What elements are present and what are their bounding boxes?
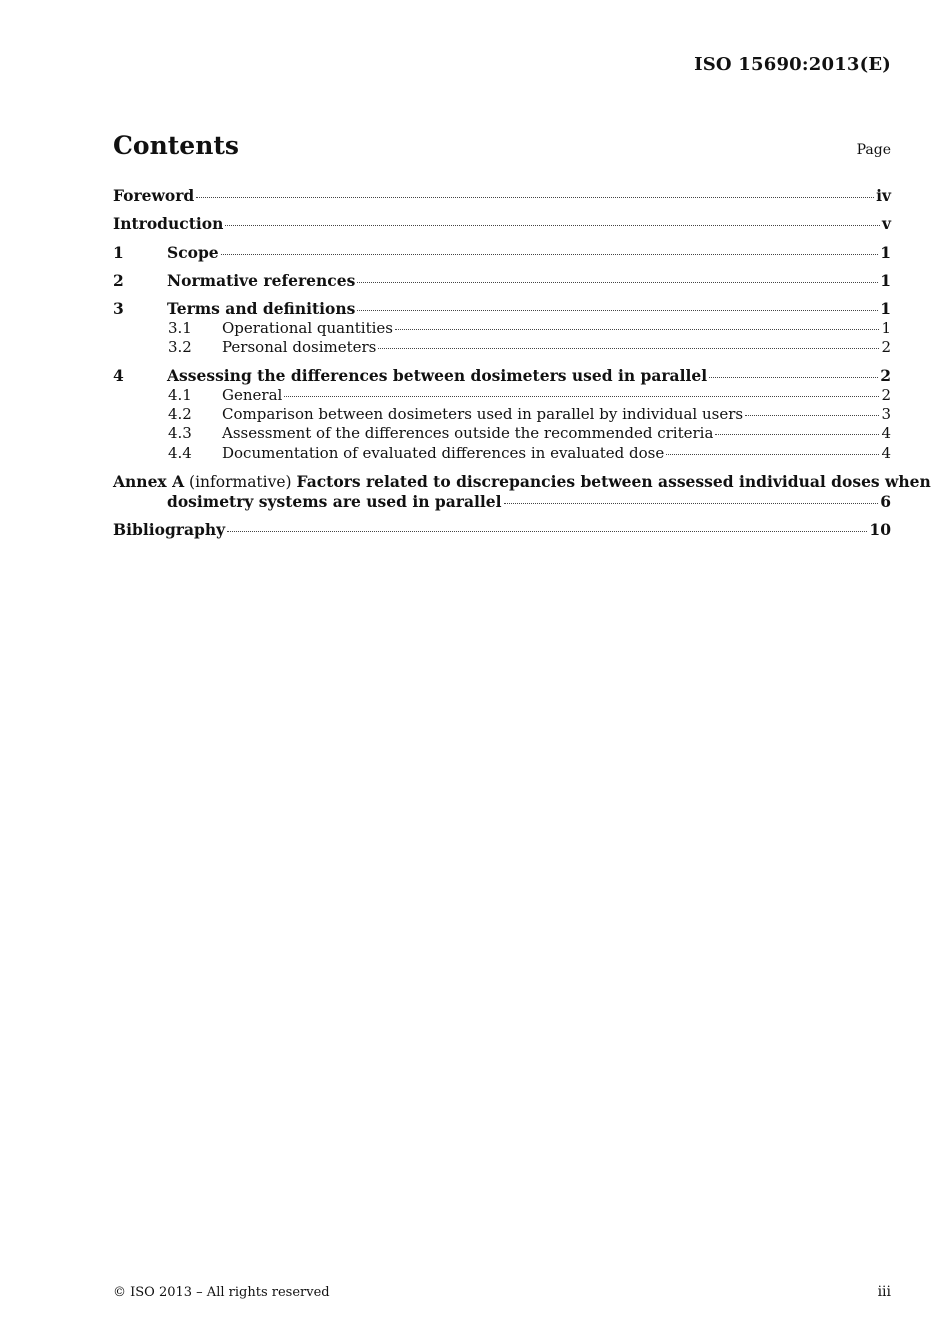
toc-entry-foreword[interactable] [113, 186, 891, 205]
toc-number: 1 [113, 243, 124, 262]
toc-page: 6 [880, 492, 891, 511]
page-number: iii [877, 1284, 891, 1300]
toc-page: 4 [881, 444, 891, 462]
toc-title: Introduction [113, 214, 224, 233]
toc-entry-introduction[interactable] [113, 214, 891, 233]
toc-number: 4.2 [168, 405, 192, 423]
toc-title: Terms and definitions [167, 299, 356, 318]
toc-title: Bibliography [113, 520, 226, 539]
toc-entry-general[interactable] [113, 386, 891, 405]
document-id: ISO 15690:2013(E) [694, 54, 891, 75]
toc-title: Operational quantities [222, 319, 394, 337]
toc-page: iv [876, 186, 891, 205]
toc-number: 3.2 [168, 338, 192, 356]
dot-leader [709, 376, 878, 378]
toc-page: 10 [869, 520, 891, 539]
toc-number: 4.3 [168, 424, 192, 442]
toc-title: Scope [167, 243, 219, 262]
toc-number: 3 [113, 299, 124, 318]
toc-page: 3 [881, 405, 891, 423]
dot-leader [284, 395, 879, 397]
annex-title-line2: dosimetry systems are used in parallel [167, 492, 502, 511]
toc-entry-assessing-differences[interactable] [113, 366, 891, 385]
dot-leader [221, 253, 879, 255]
page-title: Contents [113, 131, 240, 160]
annex-label: Annex A [113, 472, 185, 491]
dot-leader [666, 453, 879, 455]
toc-page: 1 [880, 299, 891, 318]
annex-qualifier: (informative) [189, 473, 292, 491]
dot-leader [225, 224, 880, 226]
toc-title: Foreword [113, 186, 195, 205]
dot-leader [357, 281, 878, 283]
toc-page: v [881, 214, 891, 233]
annex-continuation-line [167, 492, 891, 511]
toc-number: 4.4 [168, 444, 192, 462]
toc-title: Comparison between dosimeters used in parallel by individual users [222, 405, 744, 423]
toc-page: 1 [880, 271, 891, 290]
toc-number: 3.1 [168, 319, 192, 337]
toc-entry-operational-quantities[interactable] [113, 319, 891, 338]
toc-title: Documentation of evaluated differences in evaluated dose [222, 444, 665, 462]
toc-page: 2 [881, 386, 891, 404]
toc-number: 2 [113, 271, 124, 290]
annex-title-line1: Factors related to discrepancies between assessed individual doses when [296, 472, 931, 491]
toc-page: 2 [880, 366, 891, 385]
toc-entry-bibliography[interactable] [113, 520, 891, 539]
toc-title: Assessment of the differences outside the recommended criteria [222, 424, 714, 442]
dot-leader [395, 328, 879, 330]
toc-entry-personal-dosimeters[interactable] [113, 338, 891, 357]
dot-leader [504, 502, 879, 504]
toc-title: Normative references [167, 271, 356, 290]
toc-title: General [222, 386, 283, 404]
toc-entry-scope[interactable] [113, 243, 891, 262]
page-column-label: Page [856, 142, 891, 158]
toc-page: 2 [881, 338, 891, 356]
dot-leader [378, 347, 879, 349]
toc-number: 4.1 [168, 386, 192, 404]
copyright-notice: © ISO 2013 – All rights reserved [113, 1285, 330, 1300]
toc-page: 1 [880, 243, 891, 262]
dot-leader [227, 530, 867, 532]
toc-entry-normative-references[interactable] [113, 271, 891, 290]
toc-page: 4 [881, 424, 891, 442]
dot-leader [196, 196, 874, 198]
dot-leader [715, 433, 879, 435]
toc-title: Assessing the differences between dosimeters used in parallel [167, 366, 708, 385]
toc-entry-terms-definitions[interactable] [113, 299, 891, 318]
toc-entry-comparison[interactable] [113, 405, 891, 424]
dot-leader [745, 414, 879, 416]
toc-number: 4 [113, 366, 124, 385]
toc-entry-assessment-outside-criteria[interactable] [113, 424, 891, 443]
toc-entry-documentation[interactable] [113, 444, 891, 463]
dot-leader [357, 309, 878, 311]
toc-title: Personal dosimeters [222, 338, 377, 356]
annex-heading-line [113, 472, 931, 492]
toc-entry-annex-a[interactable] [113, 472, 931, 511]
toc-page: 1 [881, 319, 891, 337]
